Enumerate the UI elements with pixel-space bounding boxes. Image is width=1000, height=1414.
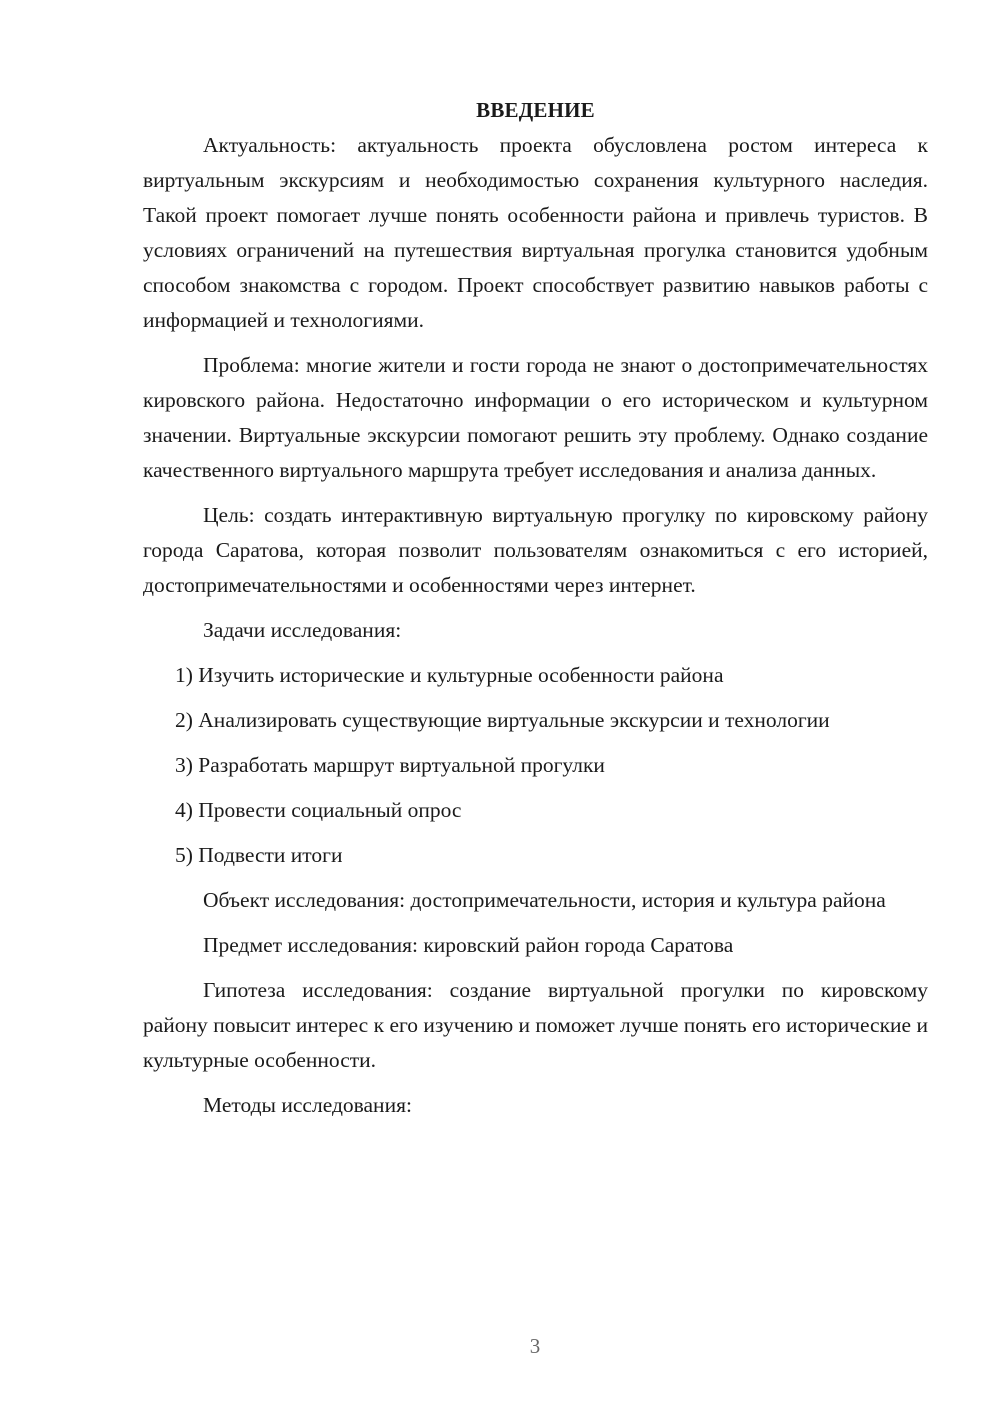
document-page bbox=[143, 93, 928, 1123]
task-item-4: 4) Провести социальный опрос bbox=[175, 798, 462, 822]
tasks-heading: Задачи исследования: bbox=[203, 618, 402, 642]
page-number: 3 bbox=[529, 1334, 541, 1358]
methods-heading: Методы исследования: bbox=[203, 1093, 412, 1117]
task-item-5: 5) Подвести итоги bbox=[175, 843, 343, 867]
task-item-3: 3) Разработать маршрут виртуальной прогулки bbox=[175, 753, 605, 777]
hypothesis-paragraph: Гипотеза исследования: создание виртуальной прогулки по кировскому району повысит интерес к его изучению и поможет лучше понять его исторические и культурные особенности. bbox=[143, 978, 928, 1072]
section-title: ВВЕДЕНИЕ bbox=[476, 98, 595, 122]
relevance-paragraph: Актуальность: актуальность проекта обусловлена ростом интереса к виртуальным экскурсиям и необходимостью сохранения культурного наследия. Такой проект помогает лучше понять особенности района и привлечь туристов. В условиях ограничений на путешествия виртуальная прогулка становится удобным способом знакомства с городом. Проект способствует развитию навыков работы с информацией и технологиями. bbox=[143, 133, 928, 332]
goal-paragraph: Цель: создать интерактивную виртуальную прогулку по кировскому району города Саратова, которая позволит пользователям ознакомиться с его историей, достопримечательностями и особенностями через интернет. bbox=[143, 503, 928, 597]
subject-paragraph: Предмет исследования: кировский район города Саратова bbox=[203, 933, 734, 957]
object-paragraph: Объект исследования: достопримечательности, история и культура района bbox=[203, 888, 886, 912]
problem-paragraph: Проблема: многие жители и гости города не знают о достопримечательностях кировского района. Недостаточно информации о его историческом и культурном значении. Виртуальные экскурсии помогают решить эту проблему. Однако создание качественного виртуального маршрута требует исследования и анализа данных. bbox=[143, 353, 928, 482]
task-item-1: 1) Изучить исторические и культурные особенности района bbox=[175, 663, 724, 687]
task-item-2: 2) Анализировать существующие виртуальные экскурсии и технологии bbox=[175, 708, 830, 732]
